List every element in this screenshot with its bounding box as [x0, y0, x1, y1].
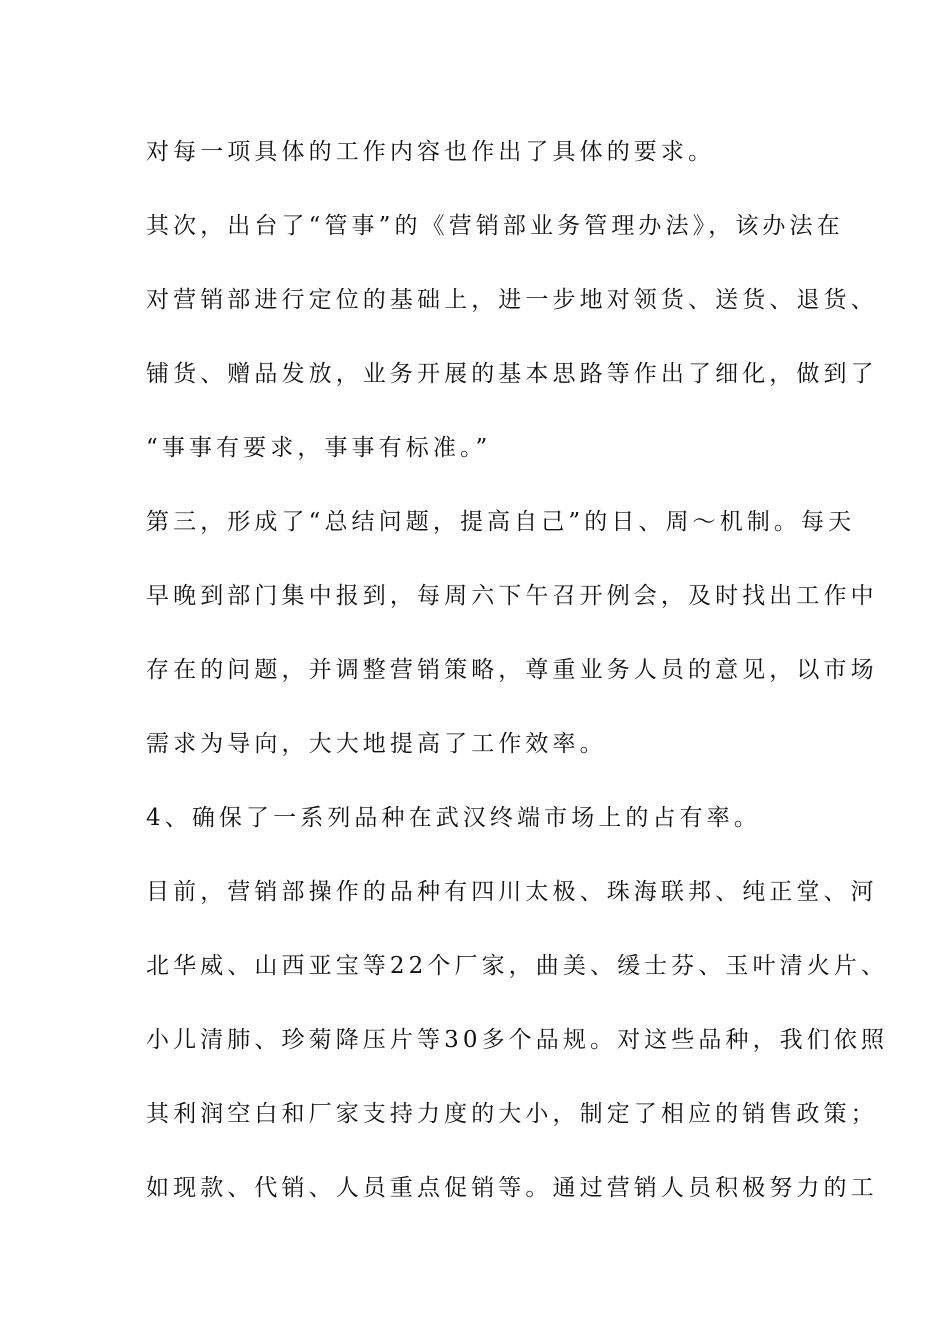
- text-line: 对营销部进行定位的基础上，进一步地对领货、送货、退货、: [146, 287, 878, 313]
- text-line: 北华威、山西亚宝等22个厂家，曲美、缓士芬、玉叶清火片、: [146, 953, 889, 979]
- text-line: 第三，形成了“总结问题，提高自己”的日、周～机制。每天: [146, 509, 856, 535]
- text-line: 其次，出台了“管事”的《营销部业务管理办法》，该办法在: [146, 213, 844, 239]
- text-line: 其利润空白和厂家支持力度的大小，制定了相应的销售政策；: [146, 1101, 878, 1127]
- text-line: 小儿清肺、珍菊降压片等30多个品规。对这些品种，我们依照: [146, 1027, 889, 1053]
- text-line: “事事有要求，事事有标准。”: [146, 435, 492, 461]
- text-line: 铺货、赠品发放，业务开展的基本思路等作出了细化，做到了: [146, 361, 878, 387]
- text-line: 需求为导向，大大地提高了工作效率。: [146, 731, 607, 757]
- text-line: 早晚到部门集中报到，每周六下午召开例会，及时找出工作中: [146, 583, 878, 609]
- text-line: 目前，营销部操作的品种有四川太极、珠海联邦、纯正堂、河: [146, 879, 878, 905]
- text-line: 4、确保了一系列品种在武汉终端市场上的占有率。: [146, 805, 761, 831]
- text-line: 对每一项具体的工作内容也作出了具体的要求。: [146, 139, 716, 165]
- text-line: 如现款、代销、人员重点促销等。通过营销人员积极努力的工: [146, 1175, 878, 1201]
- text-line: 存在的问题，并调整营销策略，尊重业务人员的意见，以市场: [146, 657, 878, 683]
